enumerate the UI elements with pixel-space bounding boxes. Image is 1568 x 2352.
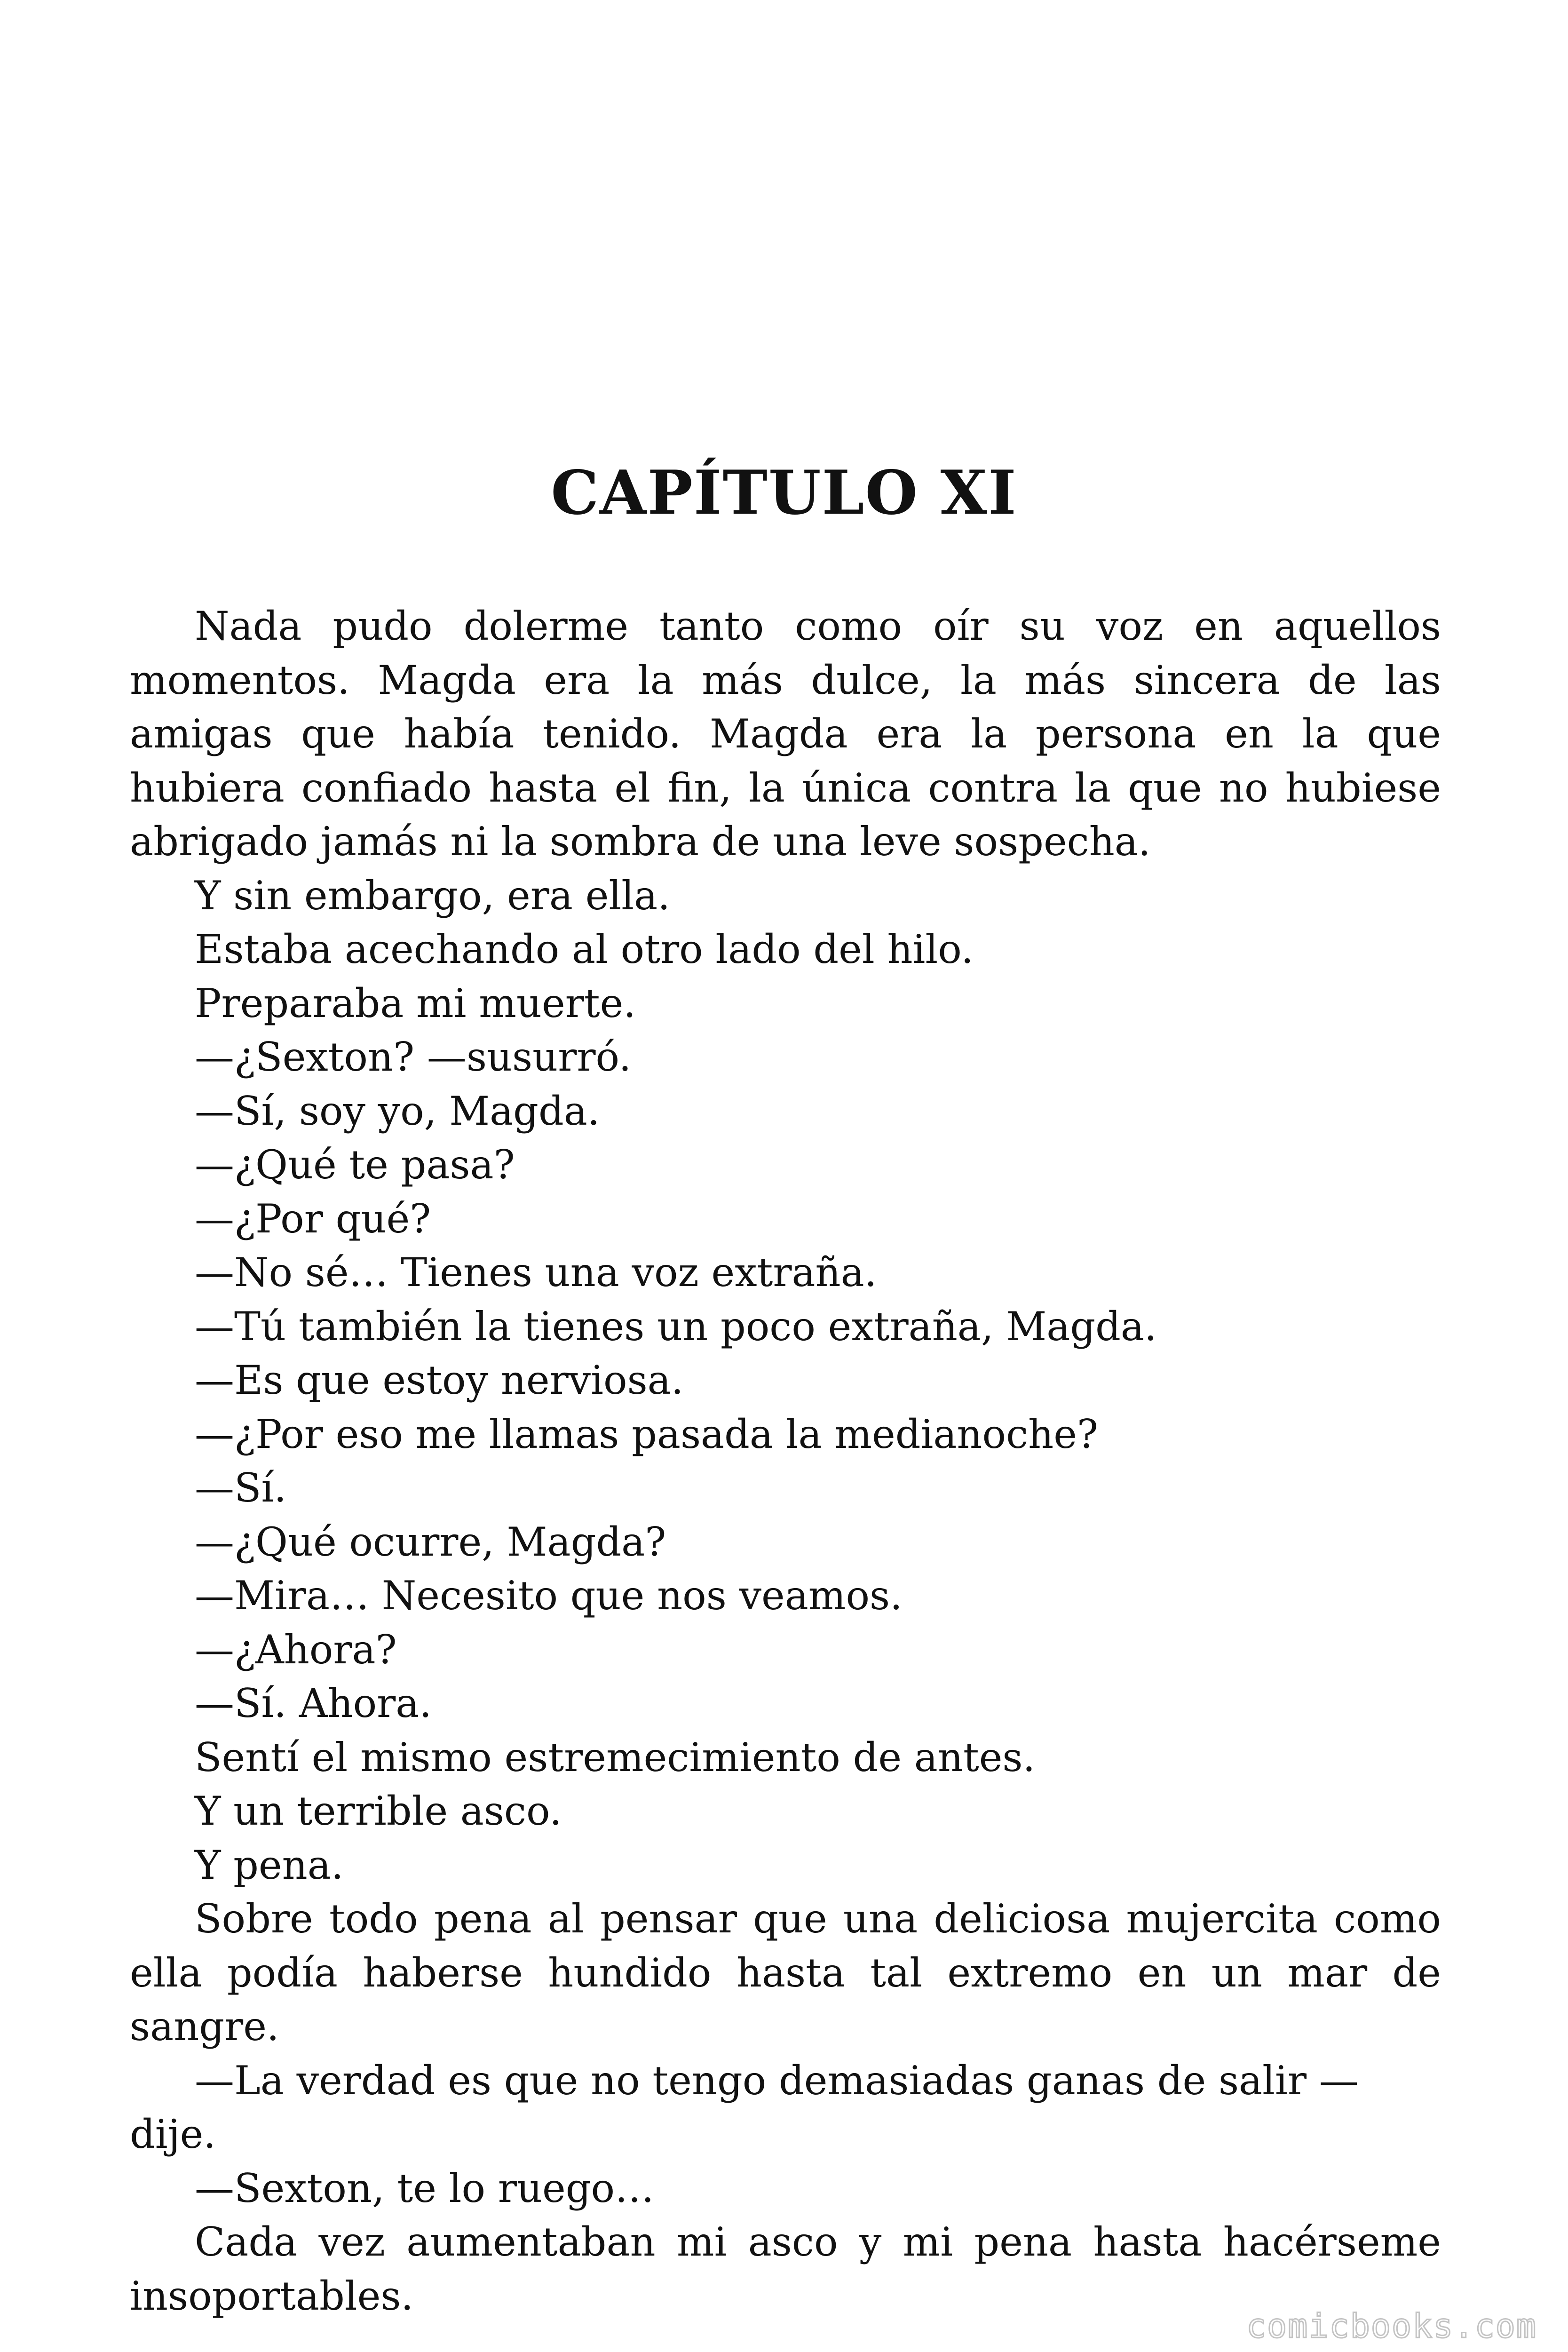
paragraph: Cada vez aumentaban mi asco y mi pena hasta hacérseme insoportables. xyxy=(130,2219,1441,2319)
dialogue-line: —Tú también la tienes un poco extraña, Magda. xyxy=(195,1303,1157,1350)
paragraph: Sobre todo pena al pensar que una deliciosa mujercita como ella podía haberse hundido hasta tal extremo en un mar de sangre. xyxy=(130,1896,1441,2050)
dialogue-line: —¿Qué te pasa? xyxy=(195,1142,515,1188)
dialogue-line: —Sí, soy yo, Magda. xyxy=(195,1088,600,1134)
paragraph: Sentí el mismo estremecimiento de antes. xyxy=(195,1734,1036,1780)
dialogue-line: —Sí. xyxy=(195,1465,287,1511)
dialogue-line: —No sé… Tienes una voz extraña. xyxy=(195,1249,877,1295)
dialogue-line: —Es que estoy nerviosa. xyxy=(195,1357,684,1403)
dialogue-line: —La verdad es que no tengo demasiadas ganas de salir —dije. xyxy=(130,2057,1359,2157)
dialogue-line: —Sí. Ahora. xyxy=(195,1680,432,1726)
paragraph: Nada pudo dolerme tanto como oír su voz en aquellos momentos. Magda era la más dulce, la más sincera de las amigas que había tenido. Magda era la persona en la que hubiera confiado hasta el fin, la única contra la que no hubiese abrigado jamás ni la sombra de una leve sospecha. xyxy=(130,603,1441,865)
paragraph: Estaba acechando al otro lado del hilo. xyxy=(195,926,974,972)
dialogue-line: —Sexton, te lo ruego… xyxy=(195,2165,655,2211)
chapter-title: CAPÍTULO XI xyxy=(551,458,1017,528)
dialogue-line: —¿Qué ocurre, Magda? xyxy=(195,1518,666,1565)
paragraph: Y pena. xyxy=(195,1842,344,1888)
dialogue-line: —¿Ahora? xyxy=(195,1626,397,1673)
paragraph: Y un terrible asco. xyxy=(195,1788,562,1834)
paragraph: Y sin embargo, era ella. xyxy=(195,872,670,919)
dialogue-line: —¿Por qué? xyxy=(195,1195,431,1242)
dialogue-line: —¿Sexton? —susurró. xyxy=(195,1034,632,1080)
watermark: comicbooks.com xyxy=(1246,2307,1537,2345)
chapter-body xyxy=(130,599,1441,2323)
dialogue-line: —Mira… Necesito que nos veamos. xyxy=(195,1573,903,1619)
dialogue-line: —¿Por eso me llamas pasada la medianoche? xyxy=(195,1411,1098,1457)
paragraph: Preparaba mi muerte. xyxy=(195,980,636,1026)
